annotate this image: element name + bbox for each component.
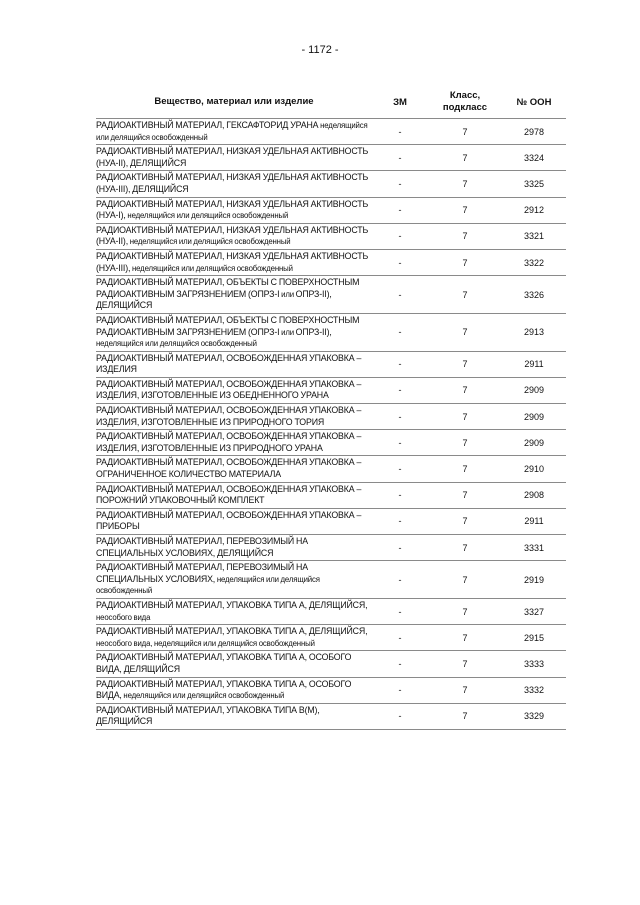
- name-text: ОПРЗ-II),: [295, 326, 332, 337]
- hazard-class: 7: [462, 231, 468, 242]
- name-qualifier: неособого вида: [96, 612, 151, 622]
- substance-name: [96, 430, 372, 455]
- name-text: РАДИОАКТИВНЫЙ МАТЕРИАЛ, ОСВОБОЖДЕННАЯ УПАКОВКА – ПОРОЖНИЙ УПАКОВОЧНЫЙ КОМПЛЕКТ: [96, 483, 362, 506]
- hazard-class: 7: [462, 178, 468, 189]
- table-row: [96, 677, 566, 703]
- substance-name: [96, 314, 372, 351]
- name-qualifier: неделящийся или делящийся освобожденный: [96, 121, 368, 142]
- substance-name: [96, 171, 372, 196]
- un-number: 2909: [523, 385, 545, 396]
- un-number: 3329: [523, 711, 545, 722]
- substance-name: [96, 599, 372, 624]
- un-number: 2912: [523, 205, 545, 216]
- un-number: 2908: [523, 490, 545, 501]
- hazard-zm: -: [398, 658, 402, 669]
- substance-name: [96, 509, 372, 534]
- name-text: РАДИОАКТИВНЫЙ МАТЕРИАЛ, НИЗКАЯ УДЕЛЬНАЯ АКТИВНОСТЬ (НУА-II),: [96, 224, 369, 247]
- hazard-class: 7: [462, 464, 468, 475]
- name-text: РАДИОАКТИВНЫЙ МАТЕРИАЛ, ОСВОБОЖДЕННАЯ УПАКОВКА – ИЗДЕЛИЯ, ИЗГОТОВЛЕННЫЕ ИЗ ПРИРОДНОГО ТОРИЯ: [96, 405, 362, 427]
- un-number: 2911: [524, 516, 544, 527]
- table-row: [96, 170, 566, 196]
- substance-name: [96, 145, 372, 170]
- un-number: 2911: [524, 359, 544, 370]
- name-text: РАДИОАКТИВНЫЙ МАТЕРИАЛ, НИЗКАЯ УДЕЛЬНАЯ АКТИВНОСТЬ (НУА-II), ДЕЛЯЩИЙСЯ: [96, 146, 369, 168]
- hazard-class: 7: [462, 152, 468, 163]
- name-text: РАДИОАКТИВНЫЙ МАТЕРИАЛ, УПАКОВКА ТИПА A, ДЕЛЯЩИЙСЯ,: [96, 599, 368, 610]
- hazard-zm: -: [398, 516, 402, 527]
- name-qualifier: неособого вида, неделящийся или делящийся освобожденный: [96, 638, 315, 648]
- un-number: 2919: [523, 574, 545, 585]
- un-number: 3321: [523, 231, 545, 242]
- hazard-class: 7: [462, 289, 468, 300]
- hazard-zm: -: [398, 464, 402, 475]
- name-text: РАДИОАКТИВНЫЙ МАТЕРИАЛ, ПЕРЕВОЗИМЫЙ НА СПЕЦИАЛЬНЫХ УСЛОВИЯХ, ДЕЛЯЩИЙСЯ: [96, 536, 308, 558]
- page-number: - 1172 -: [301, 44, 339, 56]
- name-qualifier: неделящийся или делящийся освобожденный: [128, 237, 291, 247]
- table-row: [96, 197, 566, 223]
- name-text: РАДИОАКТИВНЫЙ МАТЕРИАЛ, ОСВОБОЖДЕННАЯ УПАКОВКА – ОГРАНИЧЕННОЕ КОЛИЧЕСТВО МАТЕРИАЛА: [96, 457, 362, 480]
- table-row: [96, 534, 566, 560]
- header-un: № ООН: [516, 96, 552, 108]
- hazard-zm: -: [398, 205, 402, 216]
- substance-name: [96, 198, 372, 223]
- name-text: РАДИОАКТИВНЫЙ МАТЕРИАЛ, УПАКОВКА ТИПА A, ОСОБОГО ВИДА,: [96, 678, 352, 701]
- table-row: [96, 598, 566, 624]
- substance-name: [96, 483, 372, 508]
- un-number: 3322: [523, 257, 545, 268]
- header-name: Вещество, материал или изделие: [154, 96, 314, 108]
- substance-name: [96, 625, 372, 650]
- substance-name: [96, 651, 372, 676]
- hazard-zm: -: [398, 606, 402, 617]
- hazard-zm: -: [398, 685, 402, 696]
- hazard-class: 7: [462, 574, 468, 585]
- hazard-class: 7: [462, 516, 468, 527]
- table-row: [96, 455, 566, 481]
- name-text: РАДИОАКТИВНЫЙ МАТЕРИАЛ, НИЗКАЯ УДЕЛЬНАЯ АКТИВНОСТЬ (НУА-III), ДЕЛЯЩИЙСЯ: [96, 172, 369, 194]
- name-qualifier: неделящийся или делящийся освобожденный: [125, 211, 289, 221]
- table-row: [96, 508, 566, 534]
- name-text: РАДИОАКТИВНЫЙ МАТЕРИАЛ, УПАКОВКА ТИПА A, ДЕЛЯЩИЙСЯ,: [96, 626, 368, 637]
- substance-name: [96, 224, 372, 249]
- table-row: [96, 223, 566, 249]
- name-qualifier: неделящийся или делящийся освобожденный: [121, 691, 285, 701]
- hazard-class: 7: [462, 711, 468, 722]
- name-text: РАДИОАКТИВНЫЙ МАТЕРИАЛ, ОСВОБОЖДЕННАЯ УПАКОВКА – ИЗДЕЛИЯ, ИЗГОТОВЛЕННЫЕ ИЗ ОБЕДНЕННОГО УРАНА: [96, 378, 362, 401]
- hazard-zm: -: [398, 437, 402, 448]
- name-qualifier: или: [279, 327, 296, 337]
- un-number: 3326: [523, 289, 545, 300]
- hazard-zm: -: [398, 257, 402, 268]
- substance-name: [96, 119, 372, 144]
- hazard-zm: -: [398, 359, 402, 370]
- name-text: РАДИОАКТИВНЫЙ МАТЕРИАЛ, ОСВОБОЖДЕННАЯ УПАКОВКА – ИЗДЕЛИЯ, ИЗГОТОВЛЕННЫЕ ИЗ ПРИРОДНОГО УРАНА: [96, 431, 362, 453]
- table-row: [96, 703, 566, 730]
- substance-name: [96, 352, 372, 377]
- hazard-zm: -: [398, 542, 402, 553]
- hazard-class: 7: [462, 257, 468, 268]
- hazard-zm: -: [398, 289, 402, 300]
- name-text: РАДИОАКТИВНЫЙ МАТЕРИАЛ, ОБЪЕКТЫ С ПОВЕРХНОСТНЫМ РАДИОАКТИВНЫМ ЗАГРЯЗНЕНИЕМ (ОПРЗ-I: [96, 277, 360, 299]
- un-number: 2909: [523, 411, 545, 422]
- table-row: [96, 377, 566, 403]
- substance-name: [96, 678, 372, 703]
- name-text: РАДИОАКТИВНЫЙ МАТЕРИАЛ, ОБЪЕКТЫ С ПОВЕРХНОСТНЫМ РАДИОАКТИВНЫМ ЗАГРЯЗНЕНИЕМ (ОПРЗ-I: [96, 314, 360, 337]
- hazard-zm: -: [398, 411, 402, 422]
- un-number: 3333: [523, 658, 545, 669]
- name-qualifier: неделящийся или делящийся освобожденный: [96, 339, 257, 349]
- hazard-zm: -: [398, 385, 402, 396]
- hazard-class: 7: [462, 606, 468, 617]
- un-number: 3324: [523, 152, 545, 163]
- hazard-class: 7: [462, 632, 468, 643]
- table-row: [96, 249, 566, 275]
- name-qualifier: или: [279, 289, 296, 299]
- un-number: 3325: [523, 178, 545, 189]
- name-text: ОПРЗ-II), ДЕЛЯЩИЙСЯ: [96, 288, 332, 311]
- hazard-class: 7: [462, 437, 468, 448]
- table-row: [96, 429, 566, 455]
- table-row: [96, 403, 566, 429]
- table-row: [96, 275, 566, 313]
- name-text: РАДИОАКТИВНЫЙ МАТЕРИАЛ, УПАКОВКА ТИПА B(M), ДЕЛЯЩИЙСЯ: [96, 704, 320, 727]
- substance-name: [96, 535, 372, 560]
- hazard-zm: -: [398, 231, 402, 242]
- un-number: 3331: [523, 542, 545, 553]
- substance-name: [96, 404, 372, 429]
- hazard-class: 7: [462, 542, 468, 553]
- hazard-zm: -: [398, 327, 402, 338]
- substance-name: [96, 456, 372, 481]
- table-row: [96, 560, 566, 598]
- un-number: 2910: [523, 464, 545, 475]
- hazard-class: 7: [462, 411, 468, 422]
- table-row: [96, 482, 566, 508]
- dangerous-goods-table: [96, 86, 566, 730]
- name-qualifier: неделящийся или делящийся освобожденный: [96, 574, 320, 596]
- substance-name: [96, 378, 372, 403]
- name-text: РАДИОАКТИВНЫЙ МАТЕРИАЛ, ГЕКСАФТОРИД УРАНА: [96, 120, 319, 130]
- table-header: [96, 86, 566, 118]
- un-number: 2978: [523, 126, 545, 137]
- name-text: РАДИОАКТИВНЫЙ МАТЕРИАЛ, ОСВОБОЖДЕННАЯ УПАКОВКА – ПРИБОРЫ: [96, 509, 362, 532]
- hazard-class: 7: [462, 658, 468, 669]
- un-number: 2913: [523, 327, 545, 338]
- hazard-zm: -: [398, 574, 402, 585]
- substance-name: [96, 704, 372, 729]
- name-text: РАДИОАКТИВНЫЙ МАТЕРИАЛ, НИЗКАЯ УДЕЛЬНАЯ АКТИВНОСТЬ (НУА-III),: [96, 250, 369, 273]
- hazard-class: 7: [462, 359, 468, 370]
- hazard-class: 7: [462, 327, 468, 338]
- hazard-zm: -: [398, 152, 402, 163]
- hazard-zm: -: [398, 711, 402, 722]
- substance-name: [96, 561, 372, 598]
- un-number: 2915: [523, 632, 545, 643]
- un-number: 2909: [523, 437, 545, 448]
- hazard-class: 7: [462, 385, 468, 396]
- hazard-zm: -: [398, 126, 402, 137]
- substance-name: [96, 276, 372, 313]
- table-row: [96, 144, 566, 170]
- table-row: [96, 624, 566, 650]
- name-text: РАДИОАКТИВНЫЙ МАТЕРИАЛ, НИЗКАЯ УДЕЛЬНАЯ АКТИВНОСТЬ (НУА-I),: [96, 198, 369, 221]
- name-text: РАДИОАКТИВНЫЙ МАТЕРИАЛ, ПЕРЕВОЗИМЫЙ НА СПЕЦИАЛЬНЫХ УСЛОВИЯХ,: [96, 562, 308, 584]
- table-row: [96, 118, 566, 144]
- hazard-class: 7: [462, 490, 468, 501]
- hazard-class: 7: [462, 126, 468, 137]
- header-zm: ЗМ: [393, 96, 407, 108]
- un-number: 3327: [523, 606, 545, 617]
- hazard-zm: -: [398, 632, 402, 643]
- name-text: РАДИОАКТИВНЫЙ МАТЕРИАЛ, УПАКОВКА ТИПА A, ОСОБОГО ВИДА, ДЕЛЯЩИЙСЯ: [96, 652, 352, 674]
- substance-name: [96, 250, 372, 275]
- name-text: РАДИОАКТИВНЫЙ МАТЕРИАЛ, ОСВОБОЖДЕННАЯ УПАКОВКА – ИЗДЕЛИЯ: [96, 352, 362, 375]
- hazard-class: 7: [462, 685, 468, 696]
- table-row: [96, 351, 566, 377]
- hazard-zm: -: [398, 490, 402, 501]
- table-row: [96, 313, 566, 351]
- header-class: Класс, подкласс: [442, 90, 488, 113]
- table-body: [96, 118, 566, 730]
- hazard-zm: -: [398, 178, 402, 189]
- un-number: 3332: [523, 685, 545, 696]
- table-row: [96, 650, 566, 676]
- name-qualifier: неделящийся или делящийся освобожденный: [130, 263, 293, 273]
- hazard-class: 7: [462, 205, 468, 216]
